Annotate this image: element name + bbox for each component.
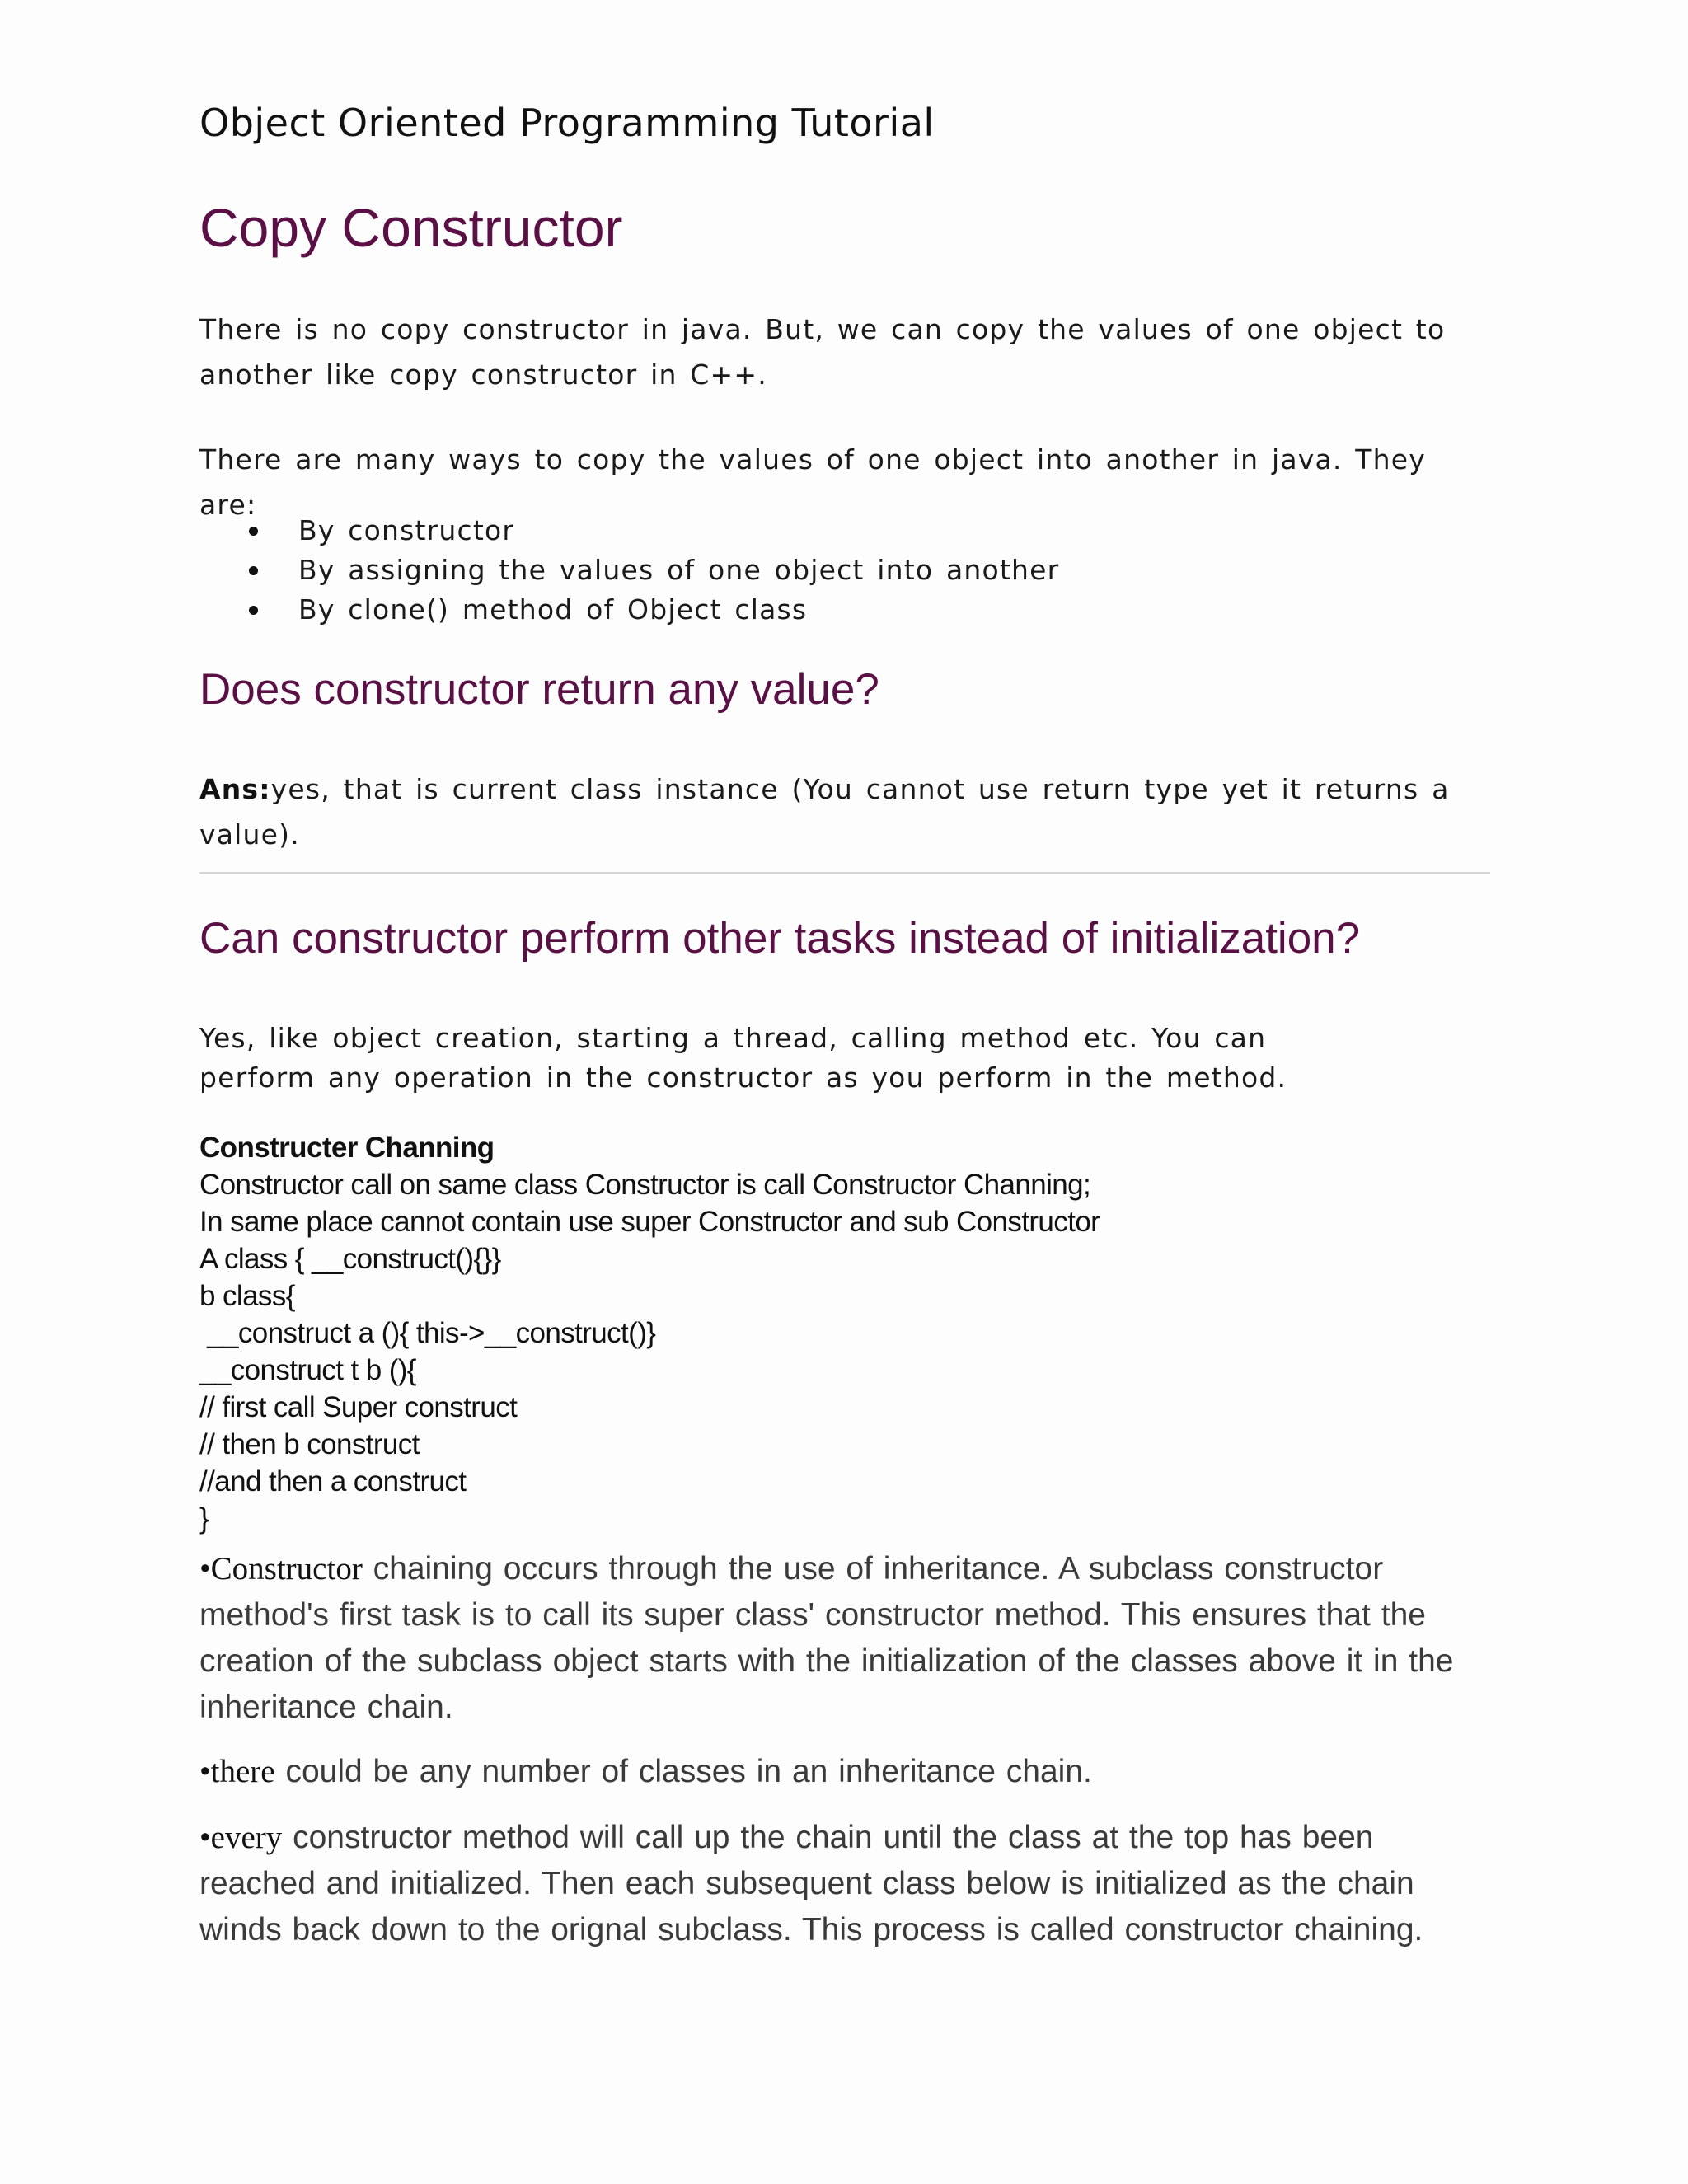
code-line: //and then a construct [199,1465,467,1497]
copy-constructor-heading: Copy Constructor [199,197,623,258]
copy-ways-list [199,511,1059,630]
code-line: // first call Super construct [199,1391,518,1423]
chaining-paragraph: •there could be any number of classes in an inheritance chain. [199,1754,1092,1789]
list-item: By clone() method of Object class [199,590,1059,630]
section-divider [199,872,1490,874]
list-item: By constructor [199,511,1059,551]
chaining-paragraph: •Constructor chaining occurs through the use of inheritance. A subclass constructor method's first task is to call its super class' constructor method. This ensures that the creation of the subclass object starts with the initialization of the classes above it in the inheritance chain. [199,1551,1454,1725]
answer-label: Ans: [199,773,271,805]
code-line: __construct t b (){ [199,1354,416,1386]
code-line: b class{ [199,1280,295,1312]
code-line: A class { __construct(){}} [199,1243,501,1275]
other-tasks-heading: Can constructor perform other tasks instead of initialization? [199,914,1361,963]
answer-text: yes, that is current class instance (You cannot use return type yet it returns a value). [199,773,1450,851]
code-line: // then b construct [199,1428,420,1460]
other-tasks-text: Yes, like object creation, starting a thread, calling method etc. You can perform any operation in the constructor as you perform in the method. [199,1022,1287,1094]
copy-ways-intro: There are many ways to copy the values of one object into another in java. They are: [199,443,1426,521]
code-line: Constructor call on same class Constructor is call Constructor Channing; [199,1169,1091,1201]
return-value-answer [199,766,1490,857]
chaining-paragraph: •every constructor method will call up the chain until the class at the top has been reached and initialized. Then each subsequent class below is initialized as the chain winds back down to the orignal subclass. This process is called constructor chaining. [199,1820,1423,1947]
code-line: In same place cannot contain use super Constructor and sub Constructor [199,1206,1100,1238]
list-item: By assigning the values of one object into another [199,551,1059,590]
bullet-icon [249,527,258,536]
bullet-icon [249,566,258,575]
bullet-icon [249,606,258,615]
return-value-heading: Does constructor return any value? [199,665,879,714]
copy-constructor-intro: There is no copy constructor in java. But, we can copy the values of one object to another like copy constructor in C++. [199,313,1446,391]
document-header-title: Object Oriented Programming Tutorial [199,101,935,145]
code-line: __construct a (){ this->__construct()} [199,1317,656,1349]
chaining-notes-heading: Constructer Channing [199,1132,495,1164]
code-line: } [199,1502,209,1535]
chaining-notes [199,1129,1100,1537]
